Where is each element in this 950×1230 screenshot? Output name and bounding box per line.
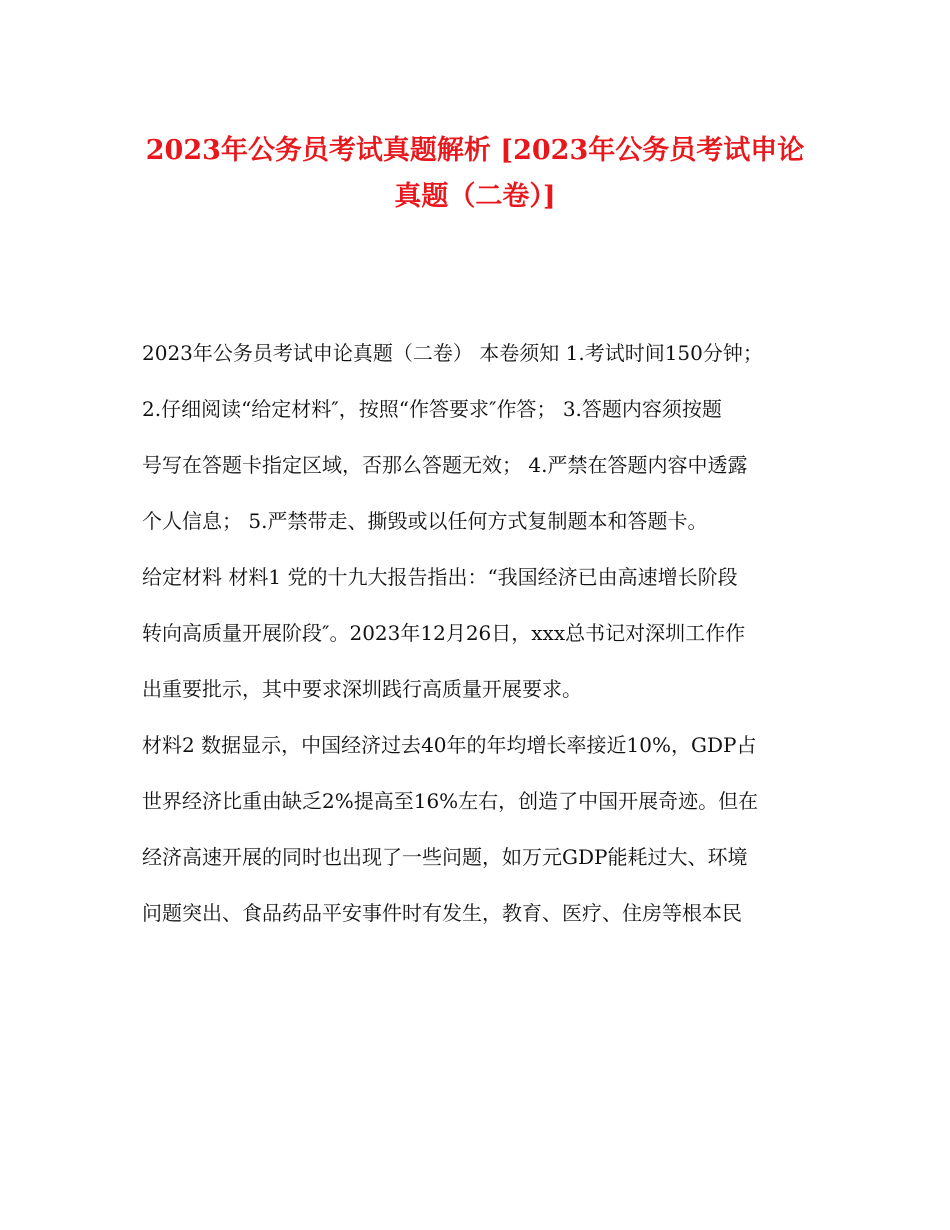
paragraph-material-2	[142, 723, 812, 947]
paragraph-material-1	[142, 555, 812, 723]
text-line: 2.仔细阅读“给定材料″，按照“作答要求″作答； 3.答题内容须按题	[142, 397, 722, 421]
paragraph-instructions	[142, 331, 812, 555]
text-line: 出重要批示，其中要求深圳践行高质量开展要求。	[142, 677, 582, 701]
title-line-2: 真题（二卷）]	[394, 181, 556, 212]
text-line: 个人信息； 5.严禁带走、撕毁或以任何方式复制题本和答题卡。	[142, 509, 708, 533]
text-line: 转向高质量开展阶段″。2023年12月26日，xxx总书记对深圳工作作	[142, 621, 746, 645]
document-body	[142, 331, 812, 947]
text-line: 号写在答题卡指定区域，否那么答题无效； 4.严禁在答题内容中透露	[142, 453, 748, 477]
title-line-1: 2023年公务员考试真题解析 [2023年公务员考试申论	[145, 135, 805, 166]
document-title	[100, 128, 850, 220]
text-line: 经济高速开展的同时也出现了一些问题，如万元GDP能耗过大、环境	[142, 845, 748, 869]
text-line: 2023年公务员考试申论真题（二卷） 本卷须知 1.考试时间150分钟；	[142, 341, 763, 365]
text-line: 给定材料 材料1 党的十九大报告指出：“我国经济已由高速增长阶段	[142, 565, 738, 589]
text-line: 世界经济比重由缺乏2%提高至16%左右，创造了中国开展奇迹。但在	[142, 789, 759, 813]
text-line: 问题突出、食品药品平安事件时有发生，教育、医疗、住房等根本民	[142, 901, 742, 925]
text-line: 材料2 数据显示，中国经济过去40年的年均增长率接近10%，GDP占	[142, 733, 757, 757]
